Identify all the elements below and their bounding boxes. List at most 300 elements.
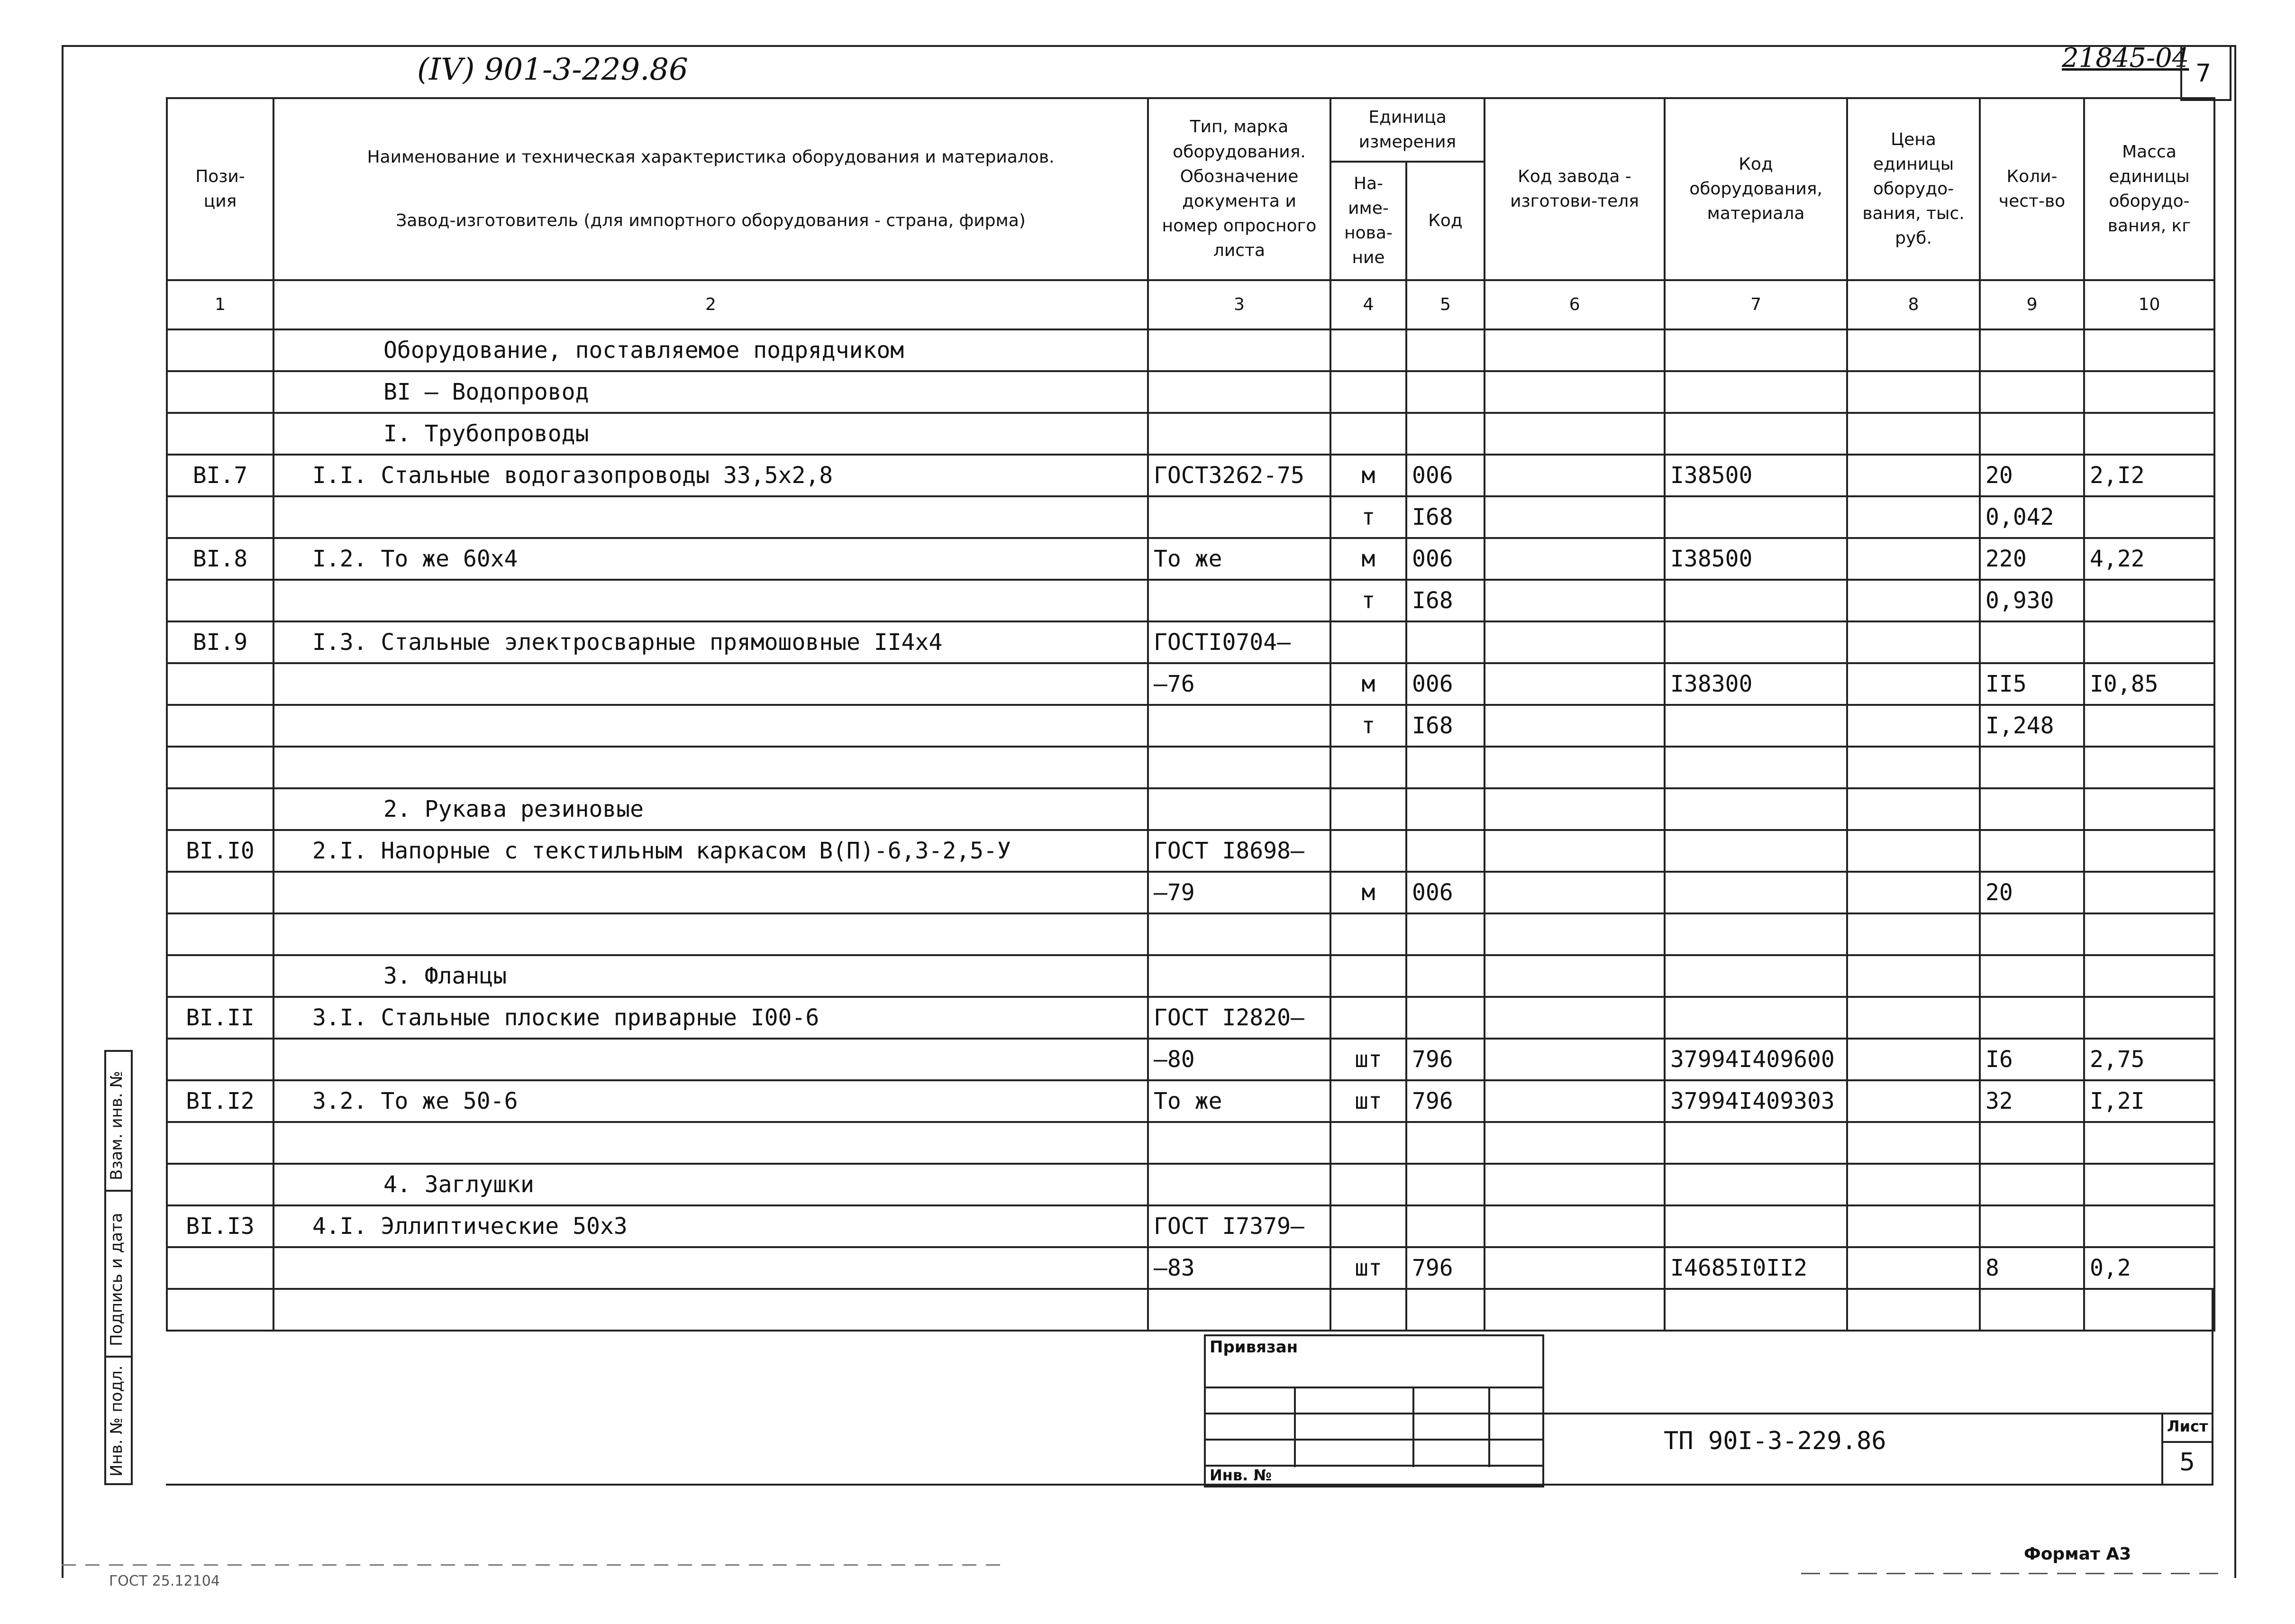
unit-code-cell <box>1406 329 1484 371</box>
name-cell <box>273 1039 1148 1080</box>
unit-cell <box>1330 329 1406 371</box>
price-cell <box>1847 747 1980 788</box>
quantity-cell <box>1980 1164 2084 1205</box>
unit-cell: т <box>1330 496 1406 538</box>
unit-code-cell: 006 <box>1406 538 1484 580</box>
unit-cell: т <box>1330 580 1406 621</box>
factory-code-cell <box>1484 1039 1665 1080</box>
name-cell <box>273 1122 1148 1164</box>
equipment-code-cell <box>1665 371 1847 413</box>
price-cell <box>1847 538 1980 580</box>
factory-code-cell <box>1484 455 1665 496</box>
factory-code-cell <box>1484 997 1665 1039</box>
type-cell: ГОСТI0704– <box>1148 621 1330 663</box>
tied-stamp-line <box>1204 1439 1542 1441</box>
table-row <box>167 913 2214 955</box>
quantity-cell <box>1980 747 2084 788</box>
header-name-line1: Наименование и техническая характеристика оборудования и материалов. <box>367 147 1055 167</box>
equipment-code-cell: I38500 <box>1665 538 1847 580</box>
equipment-code-cell <box>1665 830 1847 872</box>
price-cell <box>1847 1164 1980 1205</box>
header-unit-name: На-име-нова-ние <box>1330 162 1406 280</box>
quantity-cell: 8 <box>1980 1247 2084 1289</box>
tied-label: Привязан <box>1210 1338 1298 1357</box>
factory-code-cell <box>1484 955 1665 997</box>
quantity-cell <box>1980 413 2084 455</box>
type-cell <box>1148 1164 1330 1205</box>
factory-code-cell <box>1484 788 1665 830</box>
position-cell <box>167 1247 273 1289</box>
equipment-code-cell <box>1665 1289 1847 1331</box>
price-cell <box>1847 1205 1980 1247</box>
tied-stamp-line <box>1204 1387 1542 1388</box>
type-cell <box>1148 788 1330 830</box>
tied-stamp-vline <box>1294 1387 1296 1467</box>
column-number: 8 <box>1847 280 1980 329</box>
factory-code-cell <box>1484 496 1665 538</box>
designation: ТП 90I-3-229.86 <box>1664 1427 1886 1455</box>
factory-code-cell <box>1484 580 1665 621</box>
unit-cell: шт <box>1330 1247 1406 1289</box>
unit-cell: м <box>1330 455 1406 496</box>
quantity-cell <box>1980 1205 2084 1247</box>
position-cell: BI.I2 <box>167 1080 273 1122</box>
position-cell <box>167 1164 273 1205</box>
unit-cell: т <box>1330 705 1406 747</box>
bottom-border <box>166 1484 2213 1486</box>
column-number: 6 <box>1484 280 1665 329</box>
price-cell <box>1847 580 1980 621</box>
unit-code-cell <box>1406 997 1484 1039</box>
equipment-code-cell <box>1665 621 1847 663</box>
name-cell: Оборудование, поставляемое подрядчиком <box>273 329 1148 371</box>
tied-stamp-vline <box>1488 1387 1490 1467</box>
position-cell: BI.7 <box>167 455 273 496</box>
table-row <box>167 371 2214 413</box>
equipment-code-cell <box>1665 955 1847 997</box>
header-factory-code: Код завода - изготови-теля <box>1484 98 1665 280</box>
unit-cell <box>1330 747 1406 788</box>
type-cell <box>1148 329 1330 371</box>
price-cell <box>1847 1039 1980 1080</box>
quantity-cell <box>1980 788 2084 830</box>
equipment-code-cell <box>1665 997 1847 1039</box>
column-number: 1 <box>167 280 273 329</box>
position-cell: BI.9 <box>167 621 273 663</box>
column-number: 2 <box>273 280 1148 329</box>
quantity-cell <box>1980 913 2084 955</box>
unit-cell <box>1330 997 1406 1039</box>
factory-code-cell <box>1484 1289 1665 1331</box>
table-row <box>167 329 2214 371</box>
name-cell: I. Трубопроводы <box>273 413 1148 455</box>
name-cell: 2.I. Напорные с текстильным каркасом В(П)-6,3-2,5-У <box>273 830 1148 872</box>
quantity-cell <box>1980 621 2084 663</box>
position-cell <box>167 955 273 997</box>
unit-cell: м <box>1330 663 1406 705</box>
price-cell <box>1847 1122 1980 1164</box>
equipment-code-cell <box>1665 788 1847 830</box>
header-name-line2: Завод-изготовитель (для импортного оборудования - страна, фирма) <box>396 211 1026 231</box>
price-cell <box>1847 913 1980 955</box>
sheet-number: 5 <box>2179 1448 2195 1477</box>
side-divider <box>104 1356 131 1358</box>
mass-cell <box>2084 747 2214 788</box>
quantity-cell: 0,042 <box>1980 496 2084 538</box>
mass-cell <box>2084 621 2214 663</box>
mass-cell <box>2084 705 2214 747</box>
price-cell <box>1847 1247 1980 1289</box>
price-cell <box>1847 413 1980 455</box>
table-row <box>167 1205 2214 1247</box>
quantity-cell: 20 <box>1980 872 2084 913</box>
unit-cell <box>1330 1289 1406 1331</box>
factory-code-cell <box>1484 1205 1665 1247</box>
position-cell <box>167 1289 273 1331</box>
mass-cell <box>2084 955 2214 997</box>
side-divider <box>104 1190 131 1192</box>
equipment-code-cell <box>1665 580 1847 621</box>
type-cell <box>1148 371 1330 413</box>
sheet-box-line <box>2161 1441 2213 1443</box>
mass-cell <box>2084 413 2214 455</box>
header-type: Тип, марка оборудования. Обозначение документа и номер опросного листа <box>1148 98 1330 280</box>
type-cell: –80 <box>1148 1039 1330 1080</box>
position-cell: BI.II <box>167 997 273 1039</box>
mass-cell <box>2084 1164 2214 1205</box>
mass-cell <box>2084 997 2214 1039</box>
type-cell <box>1148 413 1330 455</box>
equipment-code-cell <box>1665 1205 1847 1247</box>
mass-cell <box>2084 329 2214 371</box>
quantity-cell <box>1980 1289 2084 1331</box>
quantity-cell: 32 <box>1980 1080 2084 1122</box>
quantity-cell <box>1980 371 2084 413</box>
header-equipment-code: Код оборудования, материала <box>1665 98 1847 280</box>
column-number: 9 <box>1980 280 2084 329</box>
side-signature-date: Подпись и дата <box>107 1213 126 1346</box>
table-row <box>167 1039 2214 1080</box>
price-cell <box>1847 955 1980 997</box>
mass-cell <box>2084 913 2214 955</box>
equipment-code-cell: I38300 <box>1665 663 1847 705</box>
header-quantity: Коли-чест-во <box>1980 98 2084 280</box>
unit-code-cell <box>1406 371 1484 413</box>
name-cell <box>273 913 1148 955</box>
column-number: 3 <box>1148 280 1330 329</box>
unit-cell <box>1330 830 1406 872</box>
unit-code-cell <box>1406 413 1484 455</box>
format-label: Формат А3 <box>2024 1544 2131 1564</box>
factory-code-cell <box>1484 538 1665 580</box>
designation-top-line <box>1540 1413 2213 1414</box>
side-replaced-inv: Взам. инв. № <box>107 1071 126 1180</box>
factory-code-cell <box>1484 663 1665 705</box>
unit-cell <box>1330 1122 1406 1164</box>
factory-code-cell <box>1484 705 1665 747</box>
mass-cell: 4,22 <box>2084 538 2214 580</box>
name-cell: 2. Рукава резиновые <box>273 788 1148 830</box>
unit-cell <box>1330 788 1406 830</box>
equipment-code-cell <box>1665 872 1847 913</box>
equipment-code-cell <box>1665 913 1847 955</box>
quantity-cell <box>1980 329 2084 371</box>
table-row <box>167 747 2214 788</box>
name-cell: 3.2. То же 50-6 <box>273 1080 1148 1122</box>
unit-cell: м <box>1330 872 1406 913</box>
type-cell <box>1148 1122 1330 1164</box>
table-row <box>167 955 2214 997</box>
type-cell <box>1148 580 1330 621</box>
sheet-label: Лист <box>2167 1417 2208 1435</box>
type-cell <box>1148 496 1330 538</box>
column-number: 5 <box>1406 280 1484 329</box>
type-cell: ГОСТ3262-75 <box>1148 455 1330 496</box>
factory-code-cell <box>1484 329 1665 371</box>
type-cell: ГОСТ I8698– <box>1148 830 1330 872</box>
position-cell <box>167 663 273 705</box>
position-cell: BI.I3 <box>167 1205 273 1247</box>
position-cell: BI.I0 <box>167 830 273 872</box>
unit-cell <box>1330 413 1406 455</box>
name-cell <box>273 496 1148 538</box>
unit-cell <box>1330 955 1406 997</box>
name-cell: I.2. То же 60х4 <box>273 538 1148 580</box>
equipment-code-cell <box>1665 705 1847 747</box>
unit-code-cell: I68 <box>1406 580 1484 621</box>
unit-code-cell: 006 <box>1406 455 1484 496</box>
mass-cell: I0,85 <box>2084 663 2214 705</box>
equipment-code-cell: 37994I409600 <box>1665 1039 1847 1080</box>
table-row <box>167 705 2214 747</box>
table-row <box>167 997 2214 1039</box>
equipment-code-cell: 37994I409303 <box>1665 1080 1847 1122</box>
factory-code-cell <box>1484 747 1665 788</box>
position-cell <box>167 747 273 788</box>
unit-code-cell <box>1406 788 1484 830</box>
equipment-code-cell <box>1665 747 1847 788</box>
position-cell <box>167 1039 273 1080</box>
price-cell <box>1847 1080 1980 1122</box>
mass-cell <box>2084 788 2214 830</box>
price-cell <box>1847 997 1980 1039</box>
name-cell <box>273 872 1148 913</box>
price-cell <box>1847 1289 1980 1331</box>
factory-code-cell <box>1484 371 1665 413</box>
header-price: Цена единицы оборудо-вания, тыс. руб. <box>1847 98 1980 280</box>
position-cell <box>167 413 273 455</box>
unit-code-cell: 796 <box>1406 1039 1484 1080</box>
quantity-cell <box>1980 997 2084 1039</box>
position-cell <box>167 329 273 371</box>
price-cell <box>1847 788 1980 830</box>
table-row <box>167 1080 2214 1122</box>
unit-code-cell: 796 <box>1406 1080 1484 1122</box>
unit-code-cell <box>1406 830 1484 872</box>
unit-code-cell <box>1406 1164 1484 1205</box>
equipment-code-cell: I4685I0II2 <box>1665 1247 1847 1289</box>
price-cell <box>1847 621 1980 663</box>
quantity-cell <box>1980 1122 2084 1164</box>
mass-cell: 0,2 <box>2084 1247 2214 1289</box>
unit-code-cell: 796 <box>1406 1247 1484 1289</box>
sheet-code: (IV) 901-3-229.86 <box>417 52 688 87</box>
unit-code-cell: 006 <box>1406 872 1484 913</box>
equipment-code-cell <box>1665 496 1847 538</box>
type-cell <box>1148 913 1330 955</box>
tied-stamp-line <box>1204 1413 1542 1414</box>
mass-cell: 2,75 <box>2084 1039 2214 1080</box>
side-inv-original: Инв. № подл. <box>107 1365 126 1477</box>
position-cell <box>167 1122 273 1164</box>
column-numbers-row <box>167 280 2214 329</box>
type-cell: –76 <box>1148 663 1330 705</box>
quantity-cell: I6 <box>1980 1039 2084 1080</box>
unit-code-cell: 006 <box>1406 663 1484 705</box>
mass-cell <box>2084 496 2214 538</box>
factory-code-cell <box>1484 1122 1665 1164</box>
unit-cell <box>1330 1164 1406 1205</box>
equipment-code-cell <box>1665 329 1847 371</box>
page-number: 7 <box>2195 59 2212 88</box>
unit-code-cell <box>1406 747 1484 788</box>
inv-label: Инв. № <box>1210 1466 1272 1484</box>
position-cell <box>167 705 273 747</box>
unit-code-cell <box>1406 621 1484 663</box>
price-cell <box>1847 329 1980 371</box>
table-row <box>167 455 2214 496</box>
name-cell: I.3. Стальные электросварные прямошовные II4х4 <box>273 621 1148 663</box>
position-cell <box>167 872 273 913</box>
type-cell: То же <box>1148 538 1330 580</box>
unit-cell <box>1330 913 1406 955</box>
name-cell <box>273 1289 1148 1331</box>
unit-code-cell <box>1406 1205 1484 1247</box>
equipment-code-cell <box>1665 1122 1847 1164</box>
unit-cell <box>1330 371 1406 413</box>
mass-cell: 2,I2 <box>2084 455 2214 496</box>
column-number: 4 <box>1330 280 1406 329</box>
footer-dashed-line-left <box>62 1564 1010 1566</box>
type-cell <box>1148 747 1330 788</box>
unit-cell: шт <box>1330 1080 1406 1122</box>
specification-body <box>167 329 2214 1331</box>
tied-stamp-vline <box>1412 1387 1414 1467</box>
unit-code-cell <box>1406 955 1484 997</box>
unit-code-cell: I68 <box>1406 496 1484 538</box>
table-row <box>167 413 2214 455</box>
table-row <box>167 1247 2214 1289</box>
type-cell: –79 <box>1148 872 1330 913</box>
unit-code-cell <box>1406 1122 1484 1164</box>
type-cell <box>1148 955 1330 997</box>
unit-code-cell <box>1406 1289 1484 1331</box>
print-mark: ГОСТ 25.12104 <box>109 1573 220 1589</box>
name-cell: 3.I. Стальные плоские приварные I00-6 <box>273 997 1148 1039</box>
name-cell <box>273 747 1148 788</box>
header-name <box>273 98 1148 280</box>
name-cell: 3. Фланцы <box>273 955 1148 997</box>
position-cell <box>167 913 273 955</box>
quantity-cell <box>1980 955 2084 997</box>
position-cell: BI.8 <box>167 538 273 580</box>
table-row <box>167 580 2214 621</box>
footer-dashed-line <box>1801 1573 2228 1574</box>
unit-cell: м <box>1330 538 1406 580</box>
name-cell <box>273 663 1148 705</box>
price-cell <box>1847 371 1980 413</box>
quantity-cell: 20 <box>1980 455 2084 496</box>
factory-code-cell <box>1484 1080 1665 1122</box>
type-cell: –83 <box>1148 1247 1330 1289</box>
unit-code-cell: I68 <box>1406 705 1484 747</box>
factory-code-cell <box>1484 1164 1665 1205</box>
unit-cell: шт <box>1330 1039 1406 1080</box>
table-row <box>167 830 2214 872</box>
header-unit-group: Единица измерения <box>1330 98 1484 162</box>
table-row <box>167 496 2214 538</box>
type-cell: ГОСТ I2820– <box>1148 997 1330 1039</box>
specification-table <box>166 97 2215 1332</box>
table-row <box>167 538 2214 580</box>
unit-cell <box>1330 1205 1406 1247</box>
mass-cell <box>2084 830 2214 872</box>
header-mass: Масса единицы оборудо-вания, кг <box>2084 98 2214 280</box>
factory-code-cell <box>1484 621 1665 663</box>
quantity-cell <box>1980 830 2084 872</box>
table-row <box>167 788 2214 830</box>
position-cell <box>167 580 273 621</box>
position-cell <box>167 496 273 538</box>
name-cell <box>273 1247 1148 1289</box>
name-cell: 4. Заглушки <box>273 1164 1148 1205</box>
header-row-1 <box>167 98 2214 162</box>
column-number: 10 <box>2084 280 2214 329</box>
unit-cell <box>1330 621 1406 663</box>
factory-code-cell <box>1484 913 1665 955</box>
type-cell <box>1148 705 1330 747</box>
table-row <box>167 1289 2214 1331</box>
header-unit-code: Код <box>1406 162 1484 280</box>
name-cell <box>273 705 1148 747</box>
table-row <box>167 1164 2214 1205</box>
price-cell <box>1847 496 1980 538</box>
quantity-cell: 0,930 <box>1980 580 2084 621</box>
factory-code-cell <box>1484 413 1665 455</box>
factory-code-cell <box>1484 830 1665 872</box>
name-cell: I.I. Стальные водогазопроводы 33,5х2,8 <box>273 455 1148 496</box>
mass-cell: I,2I <box>2084 1080 2214 1122</box>
mass-cell <box>2084 371 2214 413</box>
position-cell <box>167 788 273 830</box>
equipment-code-cell <box>1665 1164 1847 1205</box>
name-cell: 4.I. Эллиптические 50х3 <box>273 1205 1148 1247</box>
price-cell <box>1847 705 1980 747</box>
table-row <box>167 663 2214 705</box>
factory-code-cell <box>1484 872 1665 913</box>
table-row <box>167 621 2214 663</box>
price-cell <box>1847 830 1980 872</box>
archive-number: 21845-04 <box>2062 43 2189 73</box>
mass-cell <box>2084 580 2214 621</box>
table-row <box>167 872 2214 913</box>
price-cell <box>1847 872 1980 913</box>
quantity-cell: I,248 <box>1980 705 2084 747</box>
unit-code-cell <box>1406 913 1484 955</box>
position-cell <box>167 371 273 413</box>
column-number: 7 <box>1665 280 1847 329</box>
quantity-cell: 220 <box>1980 538 2084 580</box>
